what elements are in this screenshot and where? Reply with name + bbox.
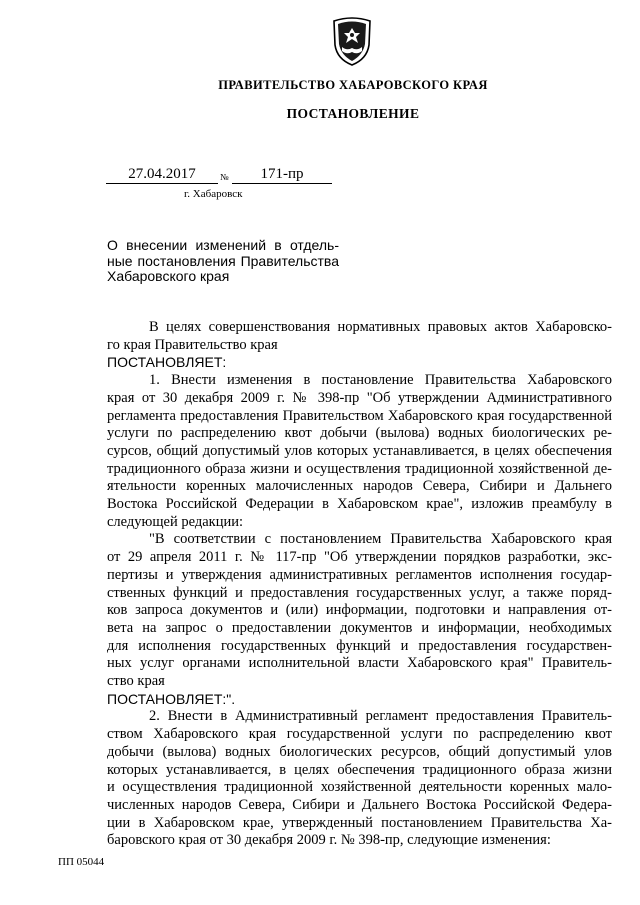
- body-line: ции в Хабаровском крае, утвержденный постановлением Правительства Ха-: [107, 814, 612, 831]
- subject-line: Хабаровского края: [107, 268, 230, 284]
- body-line: ятельности коренных малочисленных народов Севера, Сибири и Дальнего: [107, 478, 612, 495]
- document-date: 27.04.2017: [106, 166, 218, 184]
- body-line: ПОСТАНОВЛЯЕТ:".: [107, 690, 236, 707]
- body-line: для исполнения государственных функций и предоставления государствен-: [107, 637, 612, 654]
- body-line: добычи (вылова) водных биологических ресурсов, общий допустимый улов: [107, 743, 612, 760]
- subject-line: О внесении изменений в отдель-: [107, 237, 339, 253]
- body-line: 2. Внести в Административный регламент предоставления Правитель-: [149, 708, 612, 725]
- body-line: края от 30 декабря 2009 г. № 398-пр "Об утверждении Административного: [107, 389, 612, 406]
- body-line: от 29 апреля 2011 г. № 117-пр "Об утверждении порядков разработки, экс-: [107, 549, 612, 566]
- body-line: вета на запрос о предоставлении документов и информации, необходимых: [107, 619, 612, 636]
- coat-of-arms-icon: [329, 15, 375, 67]
- body-line: и осуществления традиционной хозяйственной деятельности коренных мало-: [107, 779, 612, 796]
- document-subject: [107, 238, 339, 285]
- body-line: ПОСТАНОВЛЯЕТ:: [107, 354, 227, 371]
- number-sign: №: [220, 172, 229, 182]
- body-line: которых устанавливается, в целях обеспечения традиционного образа жизни: [107, 761, 612, 778]
- body-line: услуги по распределению квот добычи (вылова) водных биологических ре-: [107, 425, 612, 442]
- body-line: ство края: [107, 673, 165, 690]
- body-line: регламента предоставления Правительством Хабаровского края государственной: [107, 407, 612, 424]
- document-body: [107, 319, 612, 850]
- subject-line: ные постановления Правительства: [107, 252, 339, 269]
- body-line: традиционного образа жизни и осуществления традиционной хозяйственной де-: [107, 460, 612, 477]
- body-line: численных народов Севера, Сибири и Дальнего Востока Российской Федера-: [107, 796, 612, 813]
- body-line: пертизы и утверждения административных регламентов исполнения государ-: [107, 566, 612, 583]
- document-type-title: ПОСТАНОВЛЕНИЕ: [286, 106, 420, 121]
- body-line: 1. Внести изменения в постановление Правительства Хабаровского: [149, 372, 612, 389]
- body-line: ством Хабаровского края государственной услуги по распределению квот: [107, 726, 612, 743]
- body-line: следующей редакции:: [107, 513, 244, 530]
- body-line: ков запроса документов и (или) информации, подготовки и направления от-: [107, 602, 612, 619]
- body-line: го края Правительство края: [107, 336, 278, 353]
- body-line: ственных функций и предоставления государственных услуг, а также поряд-: [107, 584, 612, 601]
- body-line: В целях совершенствования нормативных правовых актов Хабаровско-: [149, 319, 612, 335]
- body-line: баровского края от 30 декабря 2009 г. № 398-пр, следующие изменения:: [107, 832, 551, 849]
- body-line: ных услуг органами исполнительной власти Хабаровского края" Правитель-: [107, 655, 612, 672]
- document-number: 171-пр: [232, 166, 332, 184]
- document-city: г. Хабаровск: [184, 188, 243, 200]
- footer-code: ПП 05044: [58, 856, 105, 868]
- body-line: сурсов, общий допустимый улов которых устанавливается, в целях обеспечения: [107, 442, 612, 459]
- body-line: "В соответствии с постановлением Правительства Хабаровского края: [149, 531, 612, 548]
- organization-title: ПРАВИТЕЛЬСТВО ХАБАРОВСКОГО КРАЯ: [218, 78, 488, 92]
- body-line: Востока Российской Федерации в Хабаровском крае", изложив преамбулу в: [107, 496, 612, 513]
